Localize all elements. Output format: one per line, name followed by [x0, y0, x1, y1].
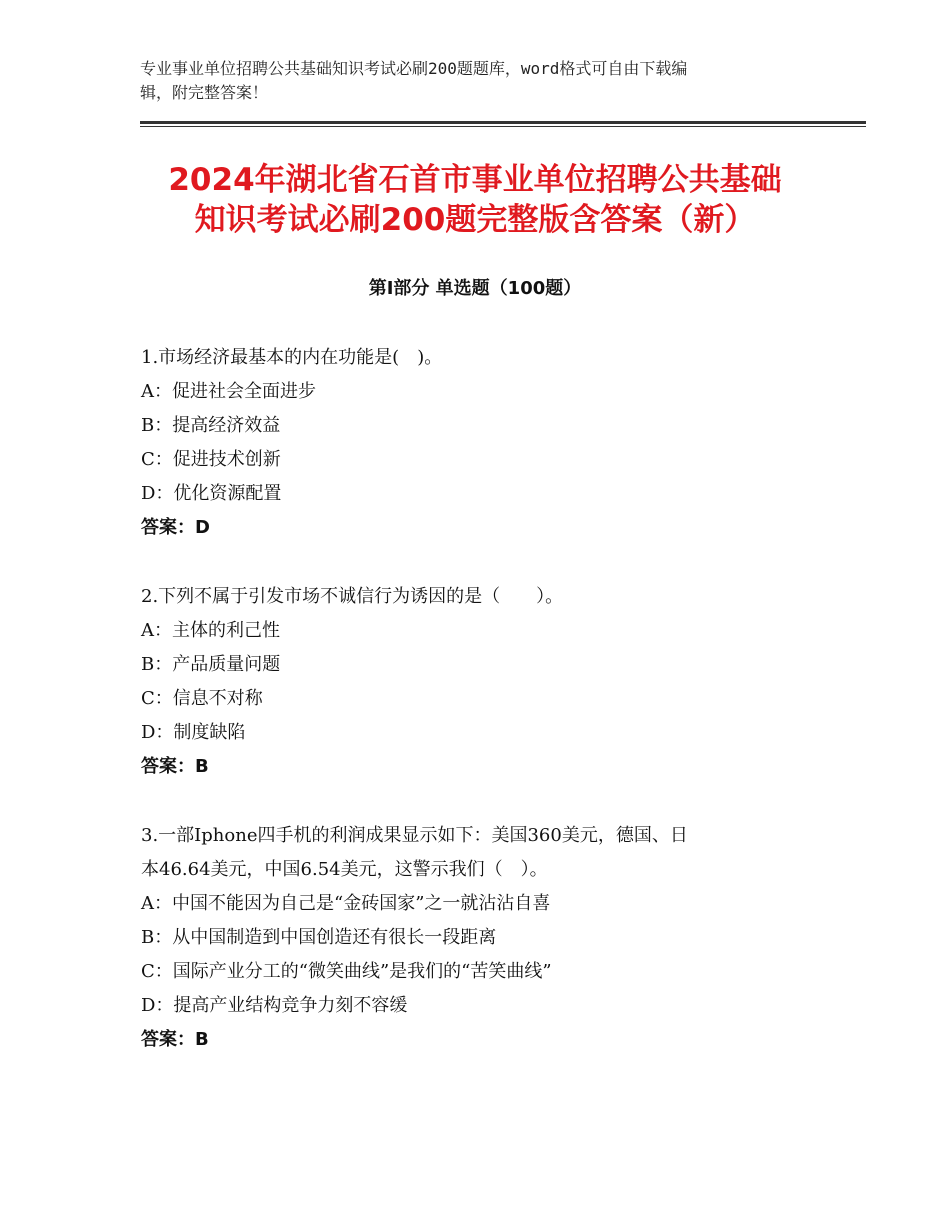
question-stem-line-2: 本46.64美元，中国6.54美元，这警示我们（ ）。: [141, 859, 548, 880]
question-2: [141, 580, 821, 784]
question-3: [141, 819, 821, 1057]
answer-line: 答案：B: [141, 756, 209, 777]
option-a: A：中国不能因为自己是“金砖国家”之一就沾沾自喜: [141, 893, 551, 914]
question-stem-line-1: 3.一部Iphone四手机的利润成果显示如下：美国360美元，德国、日: [141, 825, 688, 846]
question-1: [141, 341, 821, 545]
option-c: C：信息不对称: [141, 688, 263, 709]
document-title-line-2: 知识考试必刷200题完整版含答案（新）: [194, 202, 756, 238]
answer-line: 答案：D: [141, 517, 210, 538]
document-title-line-1: 2024年湖北省石首市事业单位招聘公共基础: [168, 162, 782, 198]
header-note-line-2: 辑，附完整答案！: [140, 83, 269, 102]
option-a: A：促进社会全面进步: [141, 381, 316, 402]
option-d: D：制度缺陷: [141, 722, 246, 743]
option-c: C：国际产业分工的“微笑曲线”是我们的“苦笑曲线”: [141, 961, 552, 982]
option-b: B：提高经济效益: [141, 415, 281, 436]
option-b: B：从中国制造到中国创造还有很长一段距离: [141, 927, 497, 948]
question-stem: 1.市场经济最基本的内在功能是( )。: [141, 347, 443, 368]
header-note: [140, 57, 800, 105]
option-c: C：促进技术创新: [141, 449, 281, 470]
question-stem: 2.下列不属于引发市场不诚信行为诱因的是（ ）。: [141, 586, 564, 607]
header-note-line-1: 专业事业单位招聘公共基础知识考试必刷200题题库，word格式可自由下载编: [140, 59, 688, 78]
answer-line: 答案：B: [141, 1029, 209, 1050]
option-b: B：产品质量问题: [141, 654, 281, 675]
option-a: A：主体的利己性: [141, 620, 280, 641]
option-d: D：优化资源配置: [141, 483, 282, 504]
document-title: [120, 160, 830, 240]
header-rule-thick: [140, 121, 866, 124]
option-d: D：提高产业结构竞争力刻不容缓: [141, 995, 408, 1016]
header-rule-thin: [140, 126, 866, 127]
section-title: 第Ⅰ部分 单选题（100题）: [368, 278, 582, 299]
